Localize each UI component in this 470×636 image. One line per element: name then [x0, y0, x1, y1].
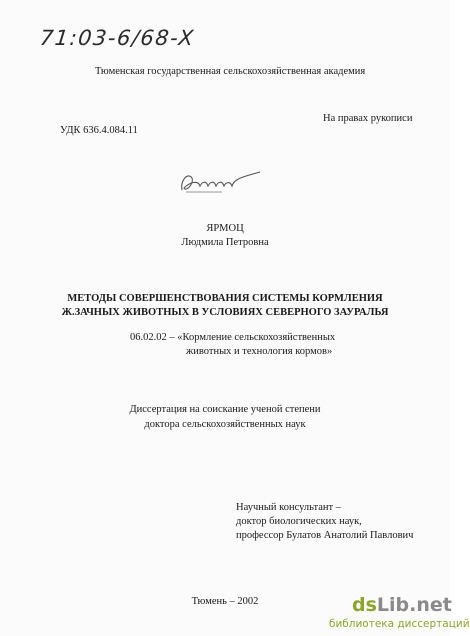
title-line-2: Ж.ЗАЧНЫХ ЖИВОТНЫХ В УСЛОВИЯХ СЕВЕРНОГО ЗАУРАЛЬЯ	[61, 307, 389, 318]
watermark-brand-suffix: Lib.net	[376, 594, 452, 616]
specialty-line-1: 06.02.02 – «Кормление сельскохозяйственных	[130, 332, 336, 343]
watermark-brand-prefix: ds	[352, 594, 377, 616]
watermark-tagline: библиотека диссертаций	[329, 618, 470, 630]
dissertation-line-2: доктора сельскохозяйственных наук	[144, 419, 306, 430]
handwritten-code: 71:03-6/68-X	[38, 26, 196, 50]
city-year: Тюмень – 2002	[191, 596, 259, 607]
author-name: Людмила Петровна	[181, 237, 269, 248]
title-line-1: МЕТОДЫ СОВЕРШЕНСТВОВАНИЯ СИСТЕМЫ КОРМЛЕНИЯ	[67, 293, 383, 304]
author-surname: ЯРМОЦ	[206, 223, 244, 234]
consultant-line-1: Научный консультант –	[236, 502, 341, 513]
manuscript-rights: На правах рукописи	[323, 113, 413, 124]
watermark-logo	[352, 594, 452, 616]
institution-name: Тюменская государственная сельскохозяйственная академия	[95, 66, 366, 77]
specialty-line-2: животных и технология кормов»	[186, 346, 333, 357]
udk-code: УДК 636.4.084.11	[60, 125, 138, 136]
consultant-line-2: доктор биологических наук,	[236, 516, 362, 527]
signature-image	[176, 168, 268, 198]
dissertation-line-1: Диссертация на соискание ученой степени	[129, 404, 321, 415]
consultant-line-3: профессор Булатов Анатолий Павлович	[236, 530, 414, 541]
